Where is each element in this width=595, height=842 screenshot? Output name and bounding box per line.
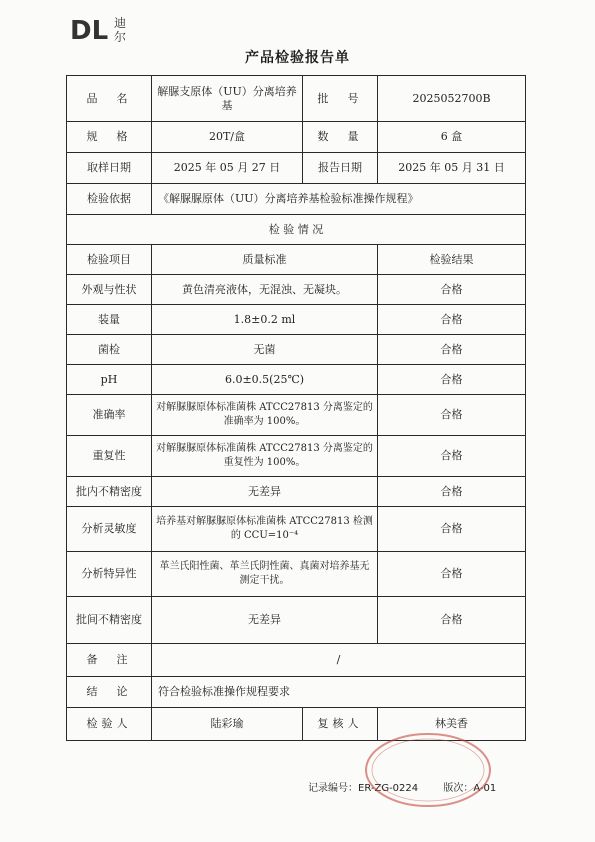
row-result: 合格 xyxy=(378,597,526,644)
remark-row xyxy=(67,644,526,677)
table-row xyxy=(67,552,526,597)
document-title: 产品检验报告单 xyxy=(245,50,350,66)
batch-value: 2025052700B xyxy=(378,76,526,122)
section-title: 检 验 情 况 xyxy=(67,215,526,245)
row-standard: 6.0±0.5(25℃) xyxy=(152,365,378,395)
inspector-label: 检验人 xyxy=(67,708,152,741)
spec-label: 规 格 xyxy=(67,122,152,153)
table-row xyxy=(67,477,526,507)
logo-icon xyxy=(70,14,140,44)
logo-letters: DL xyxy=(70,16,109,44)
column-header-row xyxy=(67,245,526,275)
row-item: 分析特异性 xyxy=(67,552,152,597)
conclusion-row xyxy=(67,677,526,708)
inspection-report-table xyxy=(66,75,526,741)
row-item: 准确率 xyxy=(67,395,152,436)
row-result: 合格 xyxy=(378,335,526,365)
product-row xyxy=(67,76,526,122)
quantity-value: 6 盒 xyxy=(378,122,526,153)
product-value: 解脲支原体（UU）分离培养基 xyxy=(152,76,303,122)
table-row xyxy=(67,335,526,365)
signer-row xyxy=(67,708,526,741)
conclusion-value: 符合检验标准操作规程要求 xyxy=(152,677,526,708)
date-row xyxy=(67,153,526,184)
row-standard: 对解脲脲原体标准菌株 ATCC27813 分离鉴定的重复性为 100%。 xyxy=(152,436,378,477)
basis-row xyxy=(67,184,526,215)
row-standard: 培养基对解脲脲原体标准菌株 ATCC27813 检测的 CCU=10⁻⁴ xyxy=(152,507,378,552)
reviewer-label: 复核人 xyxy=(303,708,378,741)
conclusion-label: 结 论 xyxy=(67,677,152,708)
row-item: 批间不精密度 xyxy=(67,597,152,644)
row-result: 合格 xyxy=(378,365,526,395)
inspector-name: 陆彩瑜 xyxy=(152,708,303,741)
seal-stamp-icon xyxy=(358,730,498,822)
basis-value: 《解脲脲原体（UU）分离培养基检验标准操作规程》 xyxy=(152,184,526,215)
row-standard: 黄色清亮液体，无混浊、无凝块。 xyxy=(152,275,378,305)
table-row xyxy=(67,436,526,477)
document-footer xyxy=(308,779,518,794)
row-result: 合格 xyxy=(378,305,526,335)
remark-label: 备 注 xyxy=(67,644,152,677)
row-result: 合格 xyxy=(378,477,526,507)
sample-date-label: 取样日期 xyxy=(67,153,152,184)
quantity-label: 数 量 xyxy=(303,122,378,153)
company-logo xyxy=(70,14,140,44)
sample-date-value: 2025 年 05 月 27 日 xyxy=(152,153,303,184)
row-standard: 无差异 xyxy=(152,597,378,644)
row-item: 外观与性状 xyxy=(67,275,152,305)
row-standard: 无菌 xyxy=(152,335,378,365)
spec-row xyxy=(67,122,526,153)
version-number: 版次：A-01 xyxy=(443,783,497,794)
table-row xyxy=(67,365,526,395)
column-header-item: 检验项目 xyxy=(67,245,152,275)
basis-label: 检验依据 xyxy=(67,184,152,215)
logo-cn-2: 尔 xyxy=(114,30,127,44)
table-row xyxy=(67,305,526,335)
table-row xyxy=(67,395,526,436)
report-date-label: 报告日期 xyxy=(303,153,378,184)
row-standard: 革兰氏阳性菌、革兰氏阴性菌、真菌对培养基无测定干扰。 xyxy=(152,552,378,597)
spec-value: 20T/盒 xyxy=(152,122,303,153)
batch-label: 批 号 xyxy=(303,76,378,122)
product-label: 品 名 xyxy=(67,76,152,122)
reviewer-name: 林美香 xyxy=(378,708,526,741)
section-title-row xyxy=(67,215,526,245)
row-standard: 对解脲脲原体标准菌株 ATCC27813 分离鉴定的准确率为 100%。 xyxy=(152,395,378,436)
remark-value: / xyxy=(152,644,526,677)
table-row xyxy=(67,507,526,552)
row-standard: 1.8±0.2 ml xyxy=(152,305,378,335)
row-result: 合格 xyxy=(378,395,526,436)
row-item: 装量 xyxy=(67,305,152,335)
table-row xyxy=(67,275,526,305)
row-item: 批内不精密度 xyxy=(67,477,152,507)
report-date-value: 2025 年 05 月 31 日 xyxy=(378,153,526,184)
row-result: 合格 xyxy=(378,552,526,597)
column-header-standard: 质量标准 xyxy=(152,245,378,275)
row-item: 菌检 xyxy=(67,335,152,365)
row-standard: 无差异 xyxy=(152,477,378,507)
row-result: 合格 xyxy=(378,507,526,552)
row-item: pH xyxy=(67,365,152,395)
row-item: 分析灵敏度 xyxy=(67,507,152,552)
column-header-result: 检验结果 xyxy=(378,245,526,275)
table-row xyxy=(67,597,526,644)
logo-cn-1: 迪 xyxy=(114,16,127,30)
row-item: 重复性 xyxy=(67,436,152,477)
record-number: 记录编号：ER-ZG-0224 xyxy=(308,783,419,794)
row-result: 合格 xyxy=(378,436,526,477)
row-result: 合格 xyxy=(378,275,526,305)
